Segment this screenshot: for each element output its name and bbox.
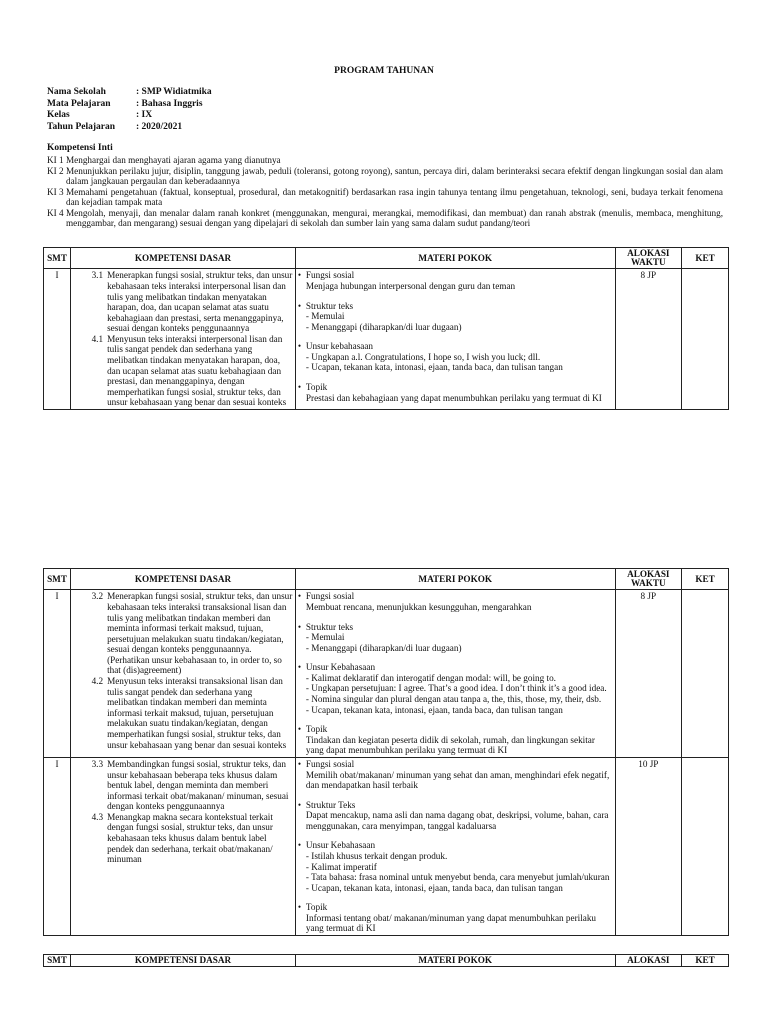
mp-line: - Ungkapan persetujuan: I agree. That’s a good idea. I don’t think it’s a good idea.: [305, 683, 607, 694]
ki-code: KI 4: [47, 207, 64, 218]
header-materi-pokok: MATERI POKOK: [295, 569, 615, 590]
mp-heading: Struktur Teks: [305, 799, 356, 810]
ki-text: Mengolah, menyaji, dan menalar dalam ranah konkret (menggunakan, mengurai, merangkai, memodifikasi, dan membuat) dan ranah abstrak (menulis, membaca, menghitung, menggambar, dan mengarang) sesuai dengan yang dipelajari di sekolah dan sumber lain yang sama dalam sudut pandang/teori: [66, 207, 723, 229]
info-value: : IX: [136, 110, 153, 120]
mp-heading: Fungsi sosial: [305, 270, 355, 281]
mp-heading-row: [298, 301, 613, 312]
mp-line: Prestasi dan kebahagiaan yang dapat menumbuhkan perilaku yang termuat di KI: [305, 392, 602, 403]
mp-heading: Topik: [305, 382, 328, 393]
program-table-3-header: [43, 954, 729, 967]
header-kompetensi-dasar: KOMPETENSI DASAR: [71, 569, 296, 590]
mp-line: - Menanggapi (diharapkan/di luar dugaan): [305, 321, 462, 332]
cell-materi-pokok: [295, 757, 615, 935]
mp-line: Menjaga hubungan interpersonal dengan guru dan teman: [305, 280, 516, 291]
cell-smt: I: [44, 590, 71, 758]
cell-materi-pokok: [295, 590, 615, 758]
kd-number: 3.2: [91, 591, 104, 602]
bullet-icon: •: [297, 662, 302, 673]
info-value: : 2020/2021: [136, 121, 183, 132]
kd-number: 4.1: [91, 333, 104, 344]
mp-line: - Istilah khusus terkait dengan produk.: [305, 850, 448, 861]
header-alokasi-waktu: ALOKASI WAKTU: [615, 248, 682, 269]
kd-text: Menyusun teks interaksi interpersonal lisan dan tulis sangat pendek dan sederhana yang melibatkan tindakan menyatakan harapan, doa, dan ucapan selamat atas suatu kebahagiaan dan prestasi, dan menanggapinya, dengan memperhatikan fungsi sosial, struktur teks, dan unsur kebahasaan yang benar dan sesuai konteks: [107, 333, 287, 408]
ki-code: KI 2: [47, 165, 64, 176]
kd-item: [73, 676, 293, 750]
table-header-row: [44, 569, 729, 590]
mp-line: - Nomina singular dan plural dengan atau tanpa a, the, this, those, my, their, dsb.: [305, 694, 602, 705]
mp-line: - Ucapan, tekanan kata, intonasi, ejaan, tanda baca, dan tulisan tangan: [305, 362, 563, 373]
mp-section: [298, 622, 613, 654]
mp-section: [298, 840, 613, 893]
mp-heading-row: [298, 591, 613, 602]
document-title: PROGRAM TAHUNAN: [334, 66, 434, 76]
mp-heading: Struktur teks: [305, 621, 354, 632]
mp-heading-row: [298, 759, 613, 770]
header-smt: SMT: [44, 248, 71, 269]
header-ket: KET: [682, 569, 729, 590]
kd-text: Menangkap makna secara kontekstual terkait dengan fungsi sosial, struktur teks, dan unsur kebahasaan teks khusus dalam bentuk label pendek dan sederhana, terkait obat/makanan/ minuman: [107, 811, 273, 865]
ki-code: KI 3: [47, 186, 64, 197]
info-label: Nama Sekolah: [47, 87, 106, 97]
bullet-icon: •: [297, 591, 302, 602]
cell-alokasi: 8 JP: [615, 590, 682, 758]
header-materi-pokok: MATERI POKOK: [295, 955, 615, 967]
school-info: [47, 87, 212, 133]
info-row: [47, 87, 212, 99]
ki-text: Menunjukkan perilaku jujur, disiplin, tanggung jawab, peduli (toleransi, gotong royong), santun, percaya diri, dalam berinteraksi secara efektif dengan lingkungan sosial dan alam dalam jangkauan pergaulan dan keberadaannya: [66, 165, 723, 187]
bullet-icon: •: [297, 840, 302, 851]
info-value: : SMP Widiatmika: [136, 87, 212, 97]
ki-item: [47, 155, 723, 166]
mp-line: Membuat rencana, menunjukkan kesungguhan, mengarahkan: [305, 601, 532, 612]
kd-text: Menyusun teks interaksi transaksional lisan dan tulis sangat pendek dan sederhana yang melibatkan tindakan memberi dan meminta informasi terkait maksud, tujuan, persetujuan melakukan suatu tindakan/kegiatan, dengan memperhatikan fungsi sosial, struktur teks, dan unsur kebahasaan yang benar dan sesuai konteks: [107, 676, 287, 750]
mp-section: [298, 759, 613, 791]
header-smt: SMT: [44, 569, 71, 590]
info-label: Tahun Pelajaran: [47, 121, 116, 132]
mp-heading: Fungsi sosial: [305, 758, 355, 769]
table-header-row: [44, 955, 729, 967]
kd-item: [73, 270, 293, 333]
ki-text: Menghargai dan menghayati ajaran agama yang dianutnya: [66, 154, 281, 165]
mp-line: - Kalimat imperatif: [305, 861, 377, 872]
cell-ket: [682, 590, 729, 758]
cell-kompetensi-dasar: [71, 590, 296, 758]
mp-section: [298, 800, 613, 832]
mp-heading: Unsur Kebahasaan: [305, 840, 376, 851]
mp-line: - Menanggapi (diharapkan/di luar dugaan): [305, 642, 462, 653]
mp-heading: Fungsi sosial: [305, 591, 355, 602]
kd-text: Menerapkan fungsi sosial, struktur teks, dan unsur kebahasaan teks interaksi interpersonal lisan dan tulis yang melibatkan tindakan menyatakan harapan, doa, dan ucapan selamat atas suatu kebahagiaan dan prestasi, serta menanggapinya, sesuai dengan konteks penggunaannya: [107, 270, 293, 334]
mp-section: [298, 301, 613, 333]
info-label: Kelas: [47, 110, 70, 120]
info-row: [47, 122, 212, 134]
mp-heading: Struktur teks: [305, 300, 354, 311]
bullet-icon: •: [297, 724, 302, 735]
mp-section: [298, 270, 613, 291]
header-kompetensi-dasar: KOMPETENSI DASAR: [71, 248, 296, 269]
mp-heading-row: [298, 382, 613, 393]
table-row: [44, 269, 729, 410]
bullet-icon: •: [297, 341, 302, 352]
info-row: [47, 110, 212, 122]
header-alokasi: ALOKASI: [615, 955, 682, 967]
mp-line: - Ucapan, tekanan kata, intonasi, ejaan, tanda baca, dan tulisan tangan: [305, 882, 563, 893]
mp-line: - Memulai: [305, 311, 345, 322]
header-ket: KET: [682, 955, 729, 967]
info-value: : Bahasa Inggris: [136, 98, 203, 109]
mp-line: - Tata bahasa: frasa nominal untuk menyebut benda, cara menyebut jumlah/ukuran: [305, 872, 610, 883]
header-alokasi-waktu: ALOKASI WAKTU: [615, 569, 682, 590]
info-row: [47, 99, 212, 111]
ki-item: [47, 166, 723, 187]
kd-item: [73, 334, 293, 408]
kd-item: [73, 812, 293, 865]
mp-line: - Ucapan, tekanan kata, intonasi, ejaan, tanda baca, dan tulisan tangan: [305, 704, 563, 715]
mp-line: Dapat mencakup, nama asli dan nama dagang obat, deskripsi, volume, bahan, cara menggunakan, cara menyimpan, tanggal kadaluarsa: [305, 810, 609, 831]
kd-text: Membandingkan fungsi sosial, struktur teks, dan unsur kebahasaan beberapa teks khusus dalam bentuk label, dengan meminta dan memberi informasi terkait obat/makanan/ minuman, sesuai dengan konteks penggunaannya: [107, 758, 289, 812]
cell-materi-pokok: [295, 269, 615, 410]
program-table-2: [43, 568, 729, 936]
mp-line: Informasi tentang obat/ makanan/minuman yang dapat menumbuhkan perilaku yang termuat di KI: [305, 912, 597, 934]
info-label: Mata Pelajaran: [47, 98, 111, 109]
cell-smt: I: [44, 269, 71, 410]
kd-text: Menerapkan fungsi sosial, struktur teks, dan unsur kebahasaan teks interaksi transaksional lisan dan tulis yang melibatkan tindakan memberi dan meminta informasi terkait maksud, tujuan, persetujuan melakukan suatu tindakan/kegiatan, sesuai dengan konteks penggunaannya. (Perhatikan unsur kebahasaan to, in order to, so that (dis)agreement): [107, 591, 293, 676]
mp-section: [298, 341, 613, 373]
mp-heading: Unsur kebahasaan: [305, 341, 374, 352]
ki-heading: Kompetensi Inti: [47, 143, 113, 153]
bullet-icon: •: [297, 799, 302, 810]
kd-item: [73, 759, 293, 812]
mp-line: Tindakan dan kegiatan peserta didik di sekolah, rumah, dan lingkungan sekitar yang dapat menumbuhkan perilaku yang termuat di KI: [305, 734, 595, 756]
mp-line: Memilih obat/makanan/ minuman yang sehat dan aman, menghindari efek negatif, dan mendapatkan hasil terbaik: [305, 769, 610, 791]
bullet-icon: •: [297, 270, 302, 281]
mp-heading-row: [298, 662, 613, 673]
ki-item: [47, 187, 723, 208]
header-smt: SMT: [44, 955, 71, 967]
mp-section: [298, 662, 613, 715]
cell-ket: [682, 269, 729, 410]
program-table-1: [43, 247, 729, 410]
bullet-icon: •: [297, 758, 302, 769]
mp-line: - Ungkapan a.l. Congratulations, I hope so, I wish you luck; dll.: [305, 351, 541, 362]
kd-number: 4.2: [91, 676, 104, 687]
header-kompetensi-dasar: KOMPETENSI DASAR: [71, 955, 296, 967]
table-body: [44, 590, 729, 936]
table-body: [44, 269, 729, 410]
bullet-icon: •: [297, 621, 302, 632]
kd-number: 4.3: [91, 811, 104, 822]
cell-alokasi: 10 JP: [615, 757, 682, 935]
mp-section: [298, 382, 613, 403]
bullet-icon: •: [297, 902, 302, 913]
mp-heading: Unsur Kebahasaan: [305, 662, 376, 673]
cell-ket: [682, 757, 729, 935]
mp-line: - Memulai: [305, 632, 345, 643]
mp-heading-row: [298, 622, 613, 633]
kd-item: [73, 591, 293, 676]
table-row: [44, 757, 729, 935]
mp-heading-row: [298, 341, 613, 352]
mp-section: [298, 591, 613, 612]
mp-heading: Topik: [305, 902, 328, 913]
mp-heading-row: [298, 724, 613, 735]
bullet-icon: •: [297, 382, 302, 393]
mp-heading-row: [298, 270, 613, 281]
ki-item: [47, 208, 723, 229]
ki-text: Memahami pengetahuan (faktual, konseptual, prosedural, dan metakognitif) berdasarkan rasa ingin tahunya tentang ilmu pengetahuan, teknologi, seni, budaya terkait fenomena dan kejadian tampak mata: [66, 186, 723, 208]
cell-kompetensi-dasar: [71, 757, 296, 935]
ki-code: KI 1: [47, 154, 64, 165]
cell-alokasi: 8 JP: [615, 269, 682, 410]
table-header-row: [44, 248, 729, 269]
mp-heading: Topik: [305, 724, 328, 735]
mp-section: [298, 724, 613, 756]
mp-heading-row: [298, 840, 613, 851]
mp-heading-row: [298, 800, 613, 811]
header-ket: KET: [682, 248, 729, 269]
header-materi-pokok: MATERI POKOK: [295, 248, 615, 269]
cell-smt: I: [44, 757, 71, 935]
bullet-icon: •: [297, 300, 302, 311]
kompetensi-inti: [47, 143, 723, 229]
mp-heading-row: [298, 902, 613, 913]
kd-number: 3.1: [91, 270, 104, 281]
mp-section: [298, 902, 613, 934]
cell-kompetensi-dasar: [71, 269, 296, 410]
table-row: [44, 590, 729, 758]
kd-number: 3.3: [91, 758, 104, 769]
mp-line: - Kalimat deklaratif dan interogatif dengan modal: will, be going to.: [305, 672, 556, 683]
